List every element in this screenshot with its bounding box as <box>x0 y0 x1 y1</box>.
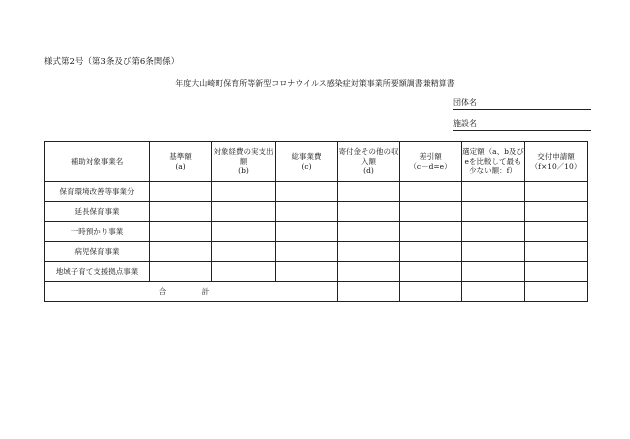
table-cell[interactable] <box>462 202 525 222</box>
table-row <box>45 242 588 262</box>
table-cell[interactable] <box>150 202 212 222</box>
organization-name-label: 団体名 <box>453 98 477 107</box>
table-cell[interactable] <box>150 242 212 262</box>
table-row <box>45 202 588 222</box>
table-cell[interactable] <box>462 242 525 262</box>
table-cell[interactable] <box>400 182 462 202</box>
table-row <box>45 182 588 202</box>
table-cell[interactable] <box>276 182 338 202</box>
row-label: 一時預かり事業 <box>45 222 150 242</box>
table-cell[interactable] <box>338 242 400 262</box>
table-cell[interactable] <box>525 262 588 282</box>
header-actual-expense: 対象経費の実支出額 (b) <box>212 142 276 182</box>
facility-name-field[interactable] <box>453 118 591 131</box>
table-cell[interactable] <box>338 202 400 222</box>
table-cell[interactable] <box>400 222 462 242</box>
header-total-project-cost: 総事業費 (c) <box>276 142 338 182</box>
table-cell[interactable] <box>212 242 276 262</box>
table-cell[interactable] <box>212 182 276 202</box>
table-cell[interactable] <box>462 262 525 282</box>
facility-name-label: 施設名 <box>453 119 477 128</box>
table-cell[interactable] <box>400 242 462 262</box>
header-project-name: 補助対象事業名 <box>45 142 150 182</box>
table-cell[interactable] <box>462 182 525 202</box>
table-cell[interactable] <box>150 222 212 242</box>
total-label: 合 計 <box>45 282 338 302</box>
table-header-row <box>45 142 588 182</box>
table-cell[interactable] <box>150 262 212 282</box>
table-cell[interactable] <box>338 182 400 202</box>
total-row <box>45 282 588 302</box>
table-cell[interactable] <box>338 262 400 282</box>
table-row <box>45 262 588 282</box>
expense-table <box>44 141 588 302</box>
total-cell[interactable] <box>462 282 525 302</box>
header-donations-other-income: 寄付金その他の収入額 (d) <box>338 142 400 182</box>
total-cell[interactable] <box>525 282 588 302</box>
table-cell[interactable] <box>400 262 462 282</box>
table-cell[interactable] <box>525 202 588 222</box>
header-grant-application-amount: 交付申請額 （f×10／10） <box>525 142 588 182</box>
row-label: 延長保育事業 <box>45 202 150 222</box>
organization-name-field[interactable] <box>453 97 591 110</box>
total-cell[interactable] <box>338 282 400 302</box>
row-label: 保育環境改善等事業分 <box>45 182 150 202</box>
document-title: 年度大山崎町保育所等新型コロナウイルス感染症対策事業所要額調書兼精算書 <box>175 79 455 88</box>
header-selected-amount: 選定額（a、b及びeを比較して最も少ない額：f） <box>462 142 525 182</box>
table-cell[interactable] <box>276 262 338 282</box>
table-cell[interactable] <box>212 202 276 222</box>
row-label: 病児保育事業 <box>45 242 150 262</box>
table-cell[interactable] <box>462 222 525 242</box>
table-cell[interactable] <box>276 222 338 242</box>
table-cell[interactable] <box>212 222 276 242</box>
table-cell[interactable] <box>525 222 588 242</box>
table-cell[interactable] <box>525 182 588 202</box>
table-cell[interactable] <box>150 182 212 202</box>
form-number-label: 様式第2号（第3条及び第6条関係） <box>44 57 180 67</box>
table-cell[interactable] <box>276 202 338 222</box>
table-cell[interactable] <box>276 242 338 262</box>
header-standard-amount: 基準額 (a) <box>150 142 212 182</box>
row-label: 地域子育て支援拠点事業 <box>45 262 150 282</box>
total-cell[interactable] <box>400 282 462 302</box>
table-row <box>45 222 588 242</box>
table-cell[interactable] <box>212 262 276 282</box>
table-cell[interactable] <box>338 222 400 242</box>
header-difference: 差引額 （c－d=e） <box>400 142 462 182</box>
table-cell[interactable] <box>525 242 588 262</box>
table-cell[interactable] <box>400 202 462 222</box>
